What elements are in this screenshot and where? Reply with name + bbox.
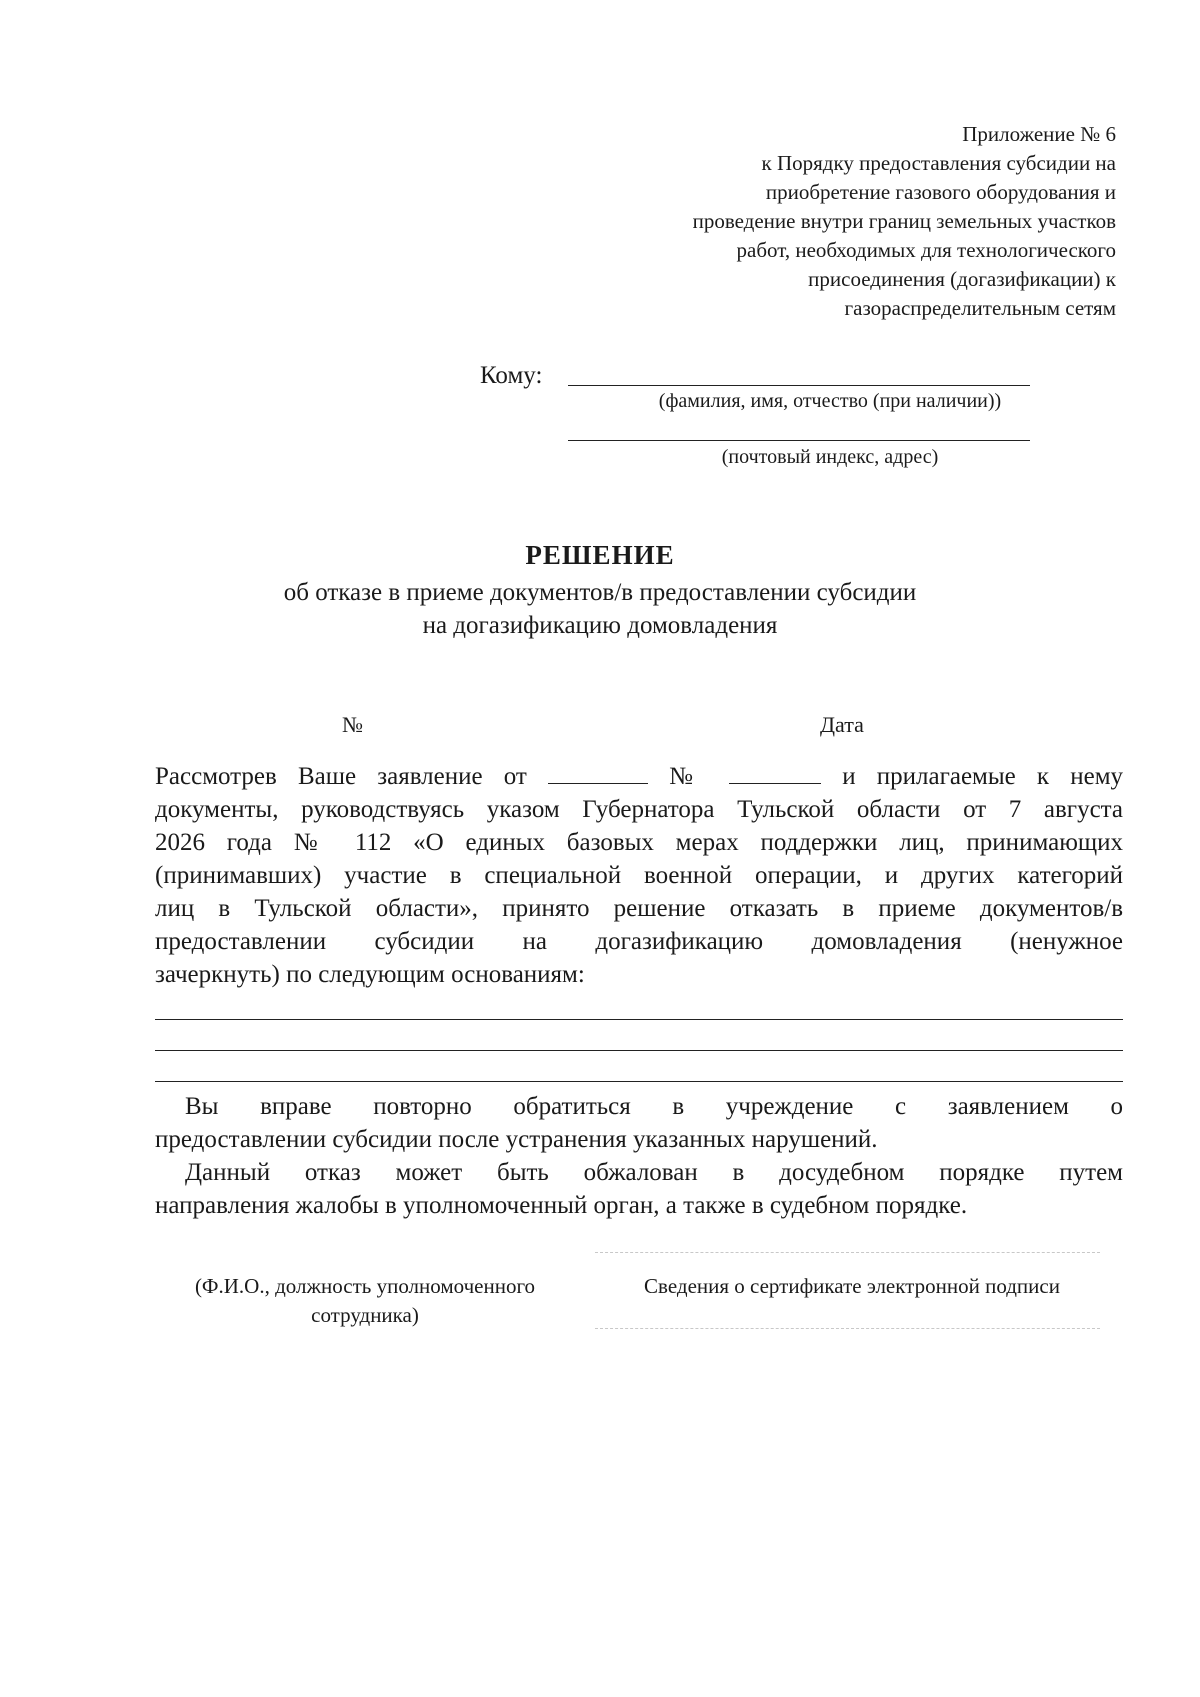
appendix-header: [556, 120, 1116, 323]
appendix-line: газораспределительным сетям: [844, 296, 1116, 320]
recipient-name-line: [568, 385, 1030, 386]
recipient-address-caption: (почтовый индекс, адрес): [721, 446, 939, 468]
appendix-line: к Порядку предоставления субсидии на: [761, 151, 1116, 175]
appendix-line: приобретение газового оборудования и: [765, 180, 1116, 204]
body-line: зачеркнуть) по следующим основаниям:: [155, 961, 585, 988]
reasons-line: [155, 1050, 1123, 1051]
body-text-segment: Рассмотрев Ваше заявление от: [155, 763, 527, 790]
recipient-address-line: [568, 440, 1030, 441]
decision-body: [155, 760, 1123, 991]
rights-line: Вы вправе повторно обратиться в учреждение с заявлением о: [185, 1093, 1123, 1120]
reasons-line: [155, 1019, 1123, 1020]
recipient-label: Кому:: [480, 362, 543, 389]
application-number-blank: [729, 763, 821, 784]
body-line: (принимавших) участие в специальной военной операции, и других категорий: [155, 862, 1123, 889]
rights-line: предоставлении субсидии после устранения указанных нарушений.: [155, 1126, 878, 1153]
signature-faint-line: [595, 1252, 1100, 1253]
recipient-name-caption: (фамилия, имя, отчество (при наличии)): [658, 390, 1002, 412]
application-date-blank: [548, 763, 648, 784]
appendix-line: Приложение № 6: [962, 122, 1116, 146]
decision-number-label: №: [342, 712, 363, 737]
subtitle-line: на догазификацию домовладения: [422, 612, 778, 639]
body-line: [155, 760, 1123, 793]
rights-line: Данный отказ может быть обжалован в досудебном порядке путем: [185, 1159, 1123, 1186]
signature-faint-line: [595, 1328, 1100, 1329]
body-line: документы, руководствуясь указом Губернатора Тульской области от 7 августа: [155, 796, 1123, 823]
rights-section: [155, 1090, 1123, 1222]
body-line: предоставлении субсидии на догазификацию домовладения (ненужное: [155, 928, 1123, 955]
signatory-caption-line: сотрудника): [311, 1303, 419, 1327]
body-line: 2026 года № 112 «О единых базовых мерах поддержки лиц, принимающих: [155, 829, 1123, 856]
subtitle-line: об отказе в приеме документов/в предоставлении субсидии: [283, 579, 917, 606]
body-text-segment: и прилагаемые к нему: [842, 763, 1124, 790]
document-title: РЕШЕНИЕ: [525, 540, 675, 570]
decision-date-label: Дата: [820, 712, 864, 737]
appendix-line: присоединения (догазификации) к: [808, 267, 1116, 291]
body-line: лиц в Тульской области», принято решение отказать в приеме документов/в: [155, 895, 1123, 922]
appendix-line: проведение внутри границ земельных участков: [692, 209, 1116, 233]
rights-line: направления жалобы в уполномоченный орган, а также в судебном порядке.: [155, 1192, 968, 1219]
signatory-caption-line: (Ф.И.О., должность уполномоченного: [194, 1274, 536, 1298]
appendix-line: работ, необходимых для технологического: [736, 238, 1116, 262]
e-signature-certificate-caption: Сведения о сертификате электронной подписи: [644, 1274, 1060, 1298]
signatory-caption: [155, 1272, 575, 1330]
body-text-segment: №: [669, 763, 708, 790]
reasons-line: [155, 1081, 1123, 1082]
document-subtitle: [0, 576, 1200, 642]
